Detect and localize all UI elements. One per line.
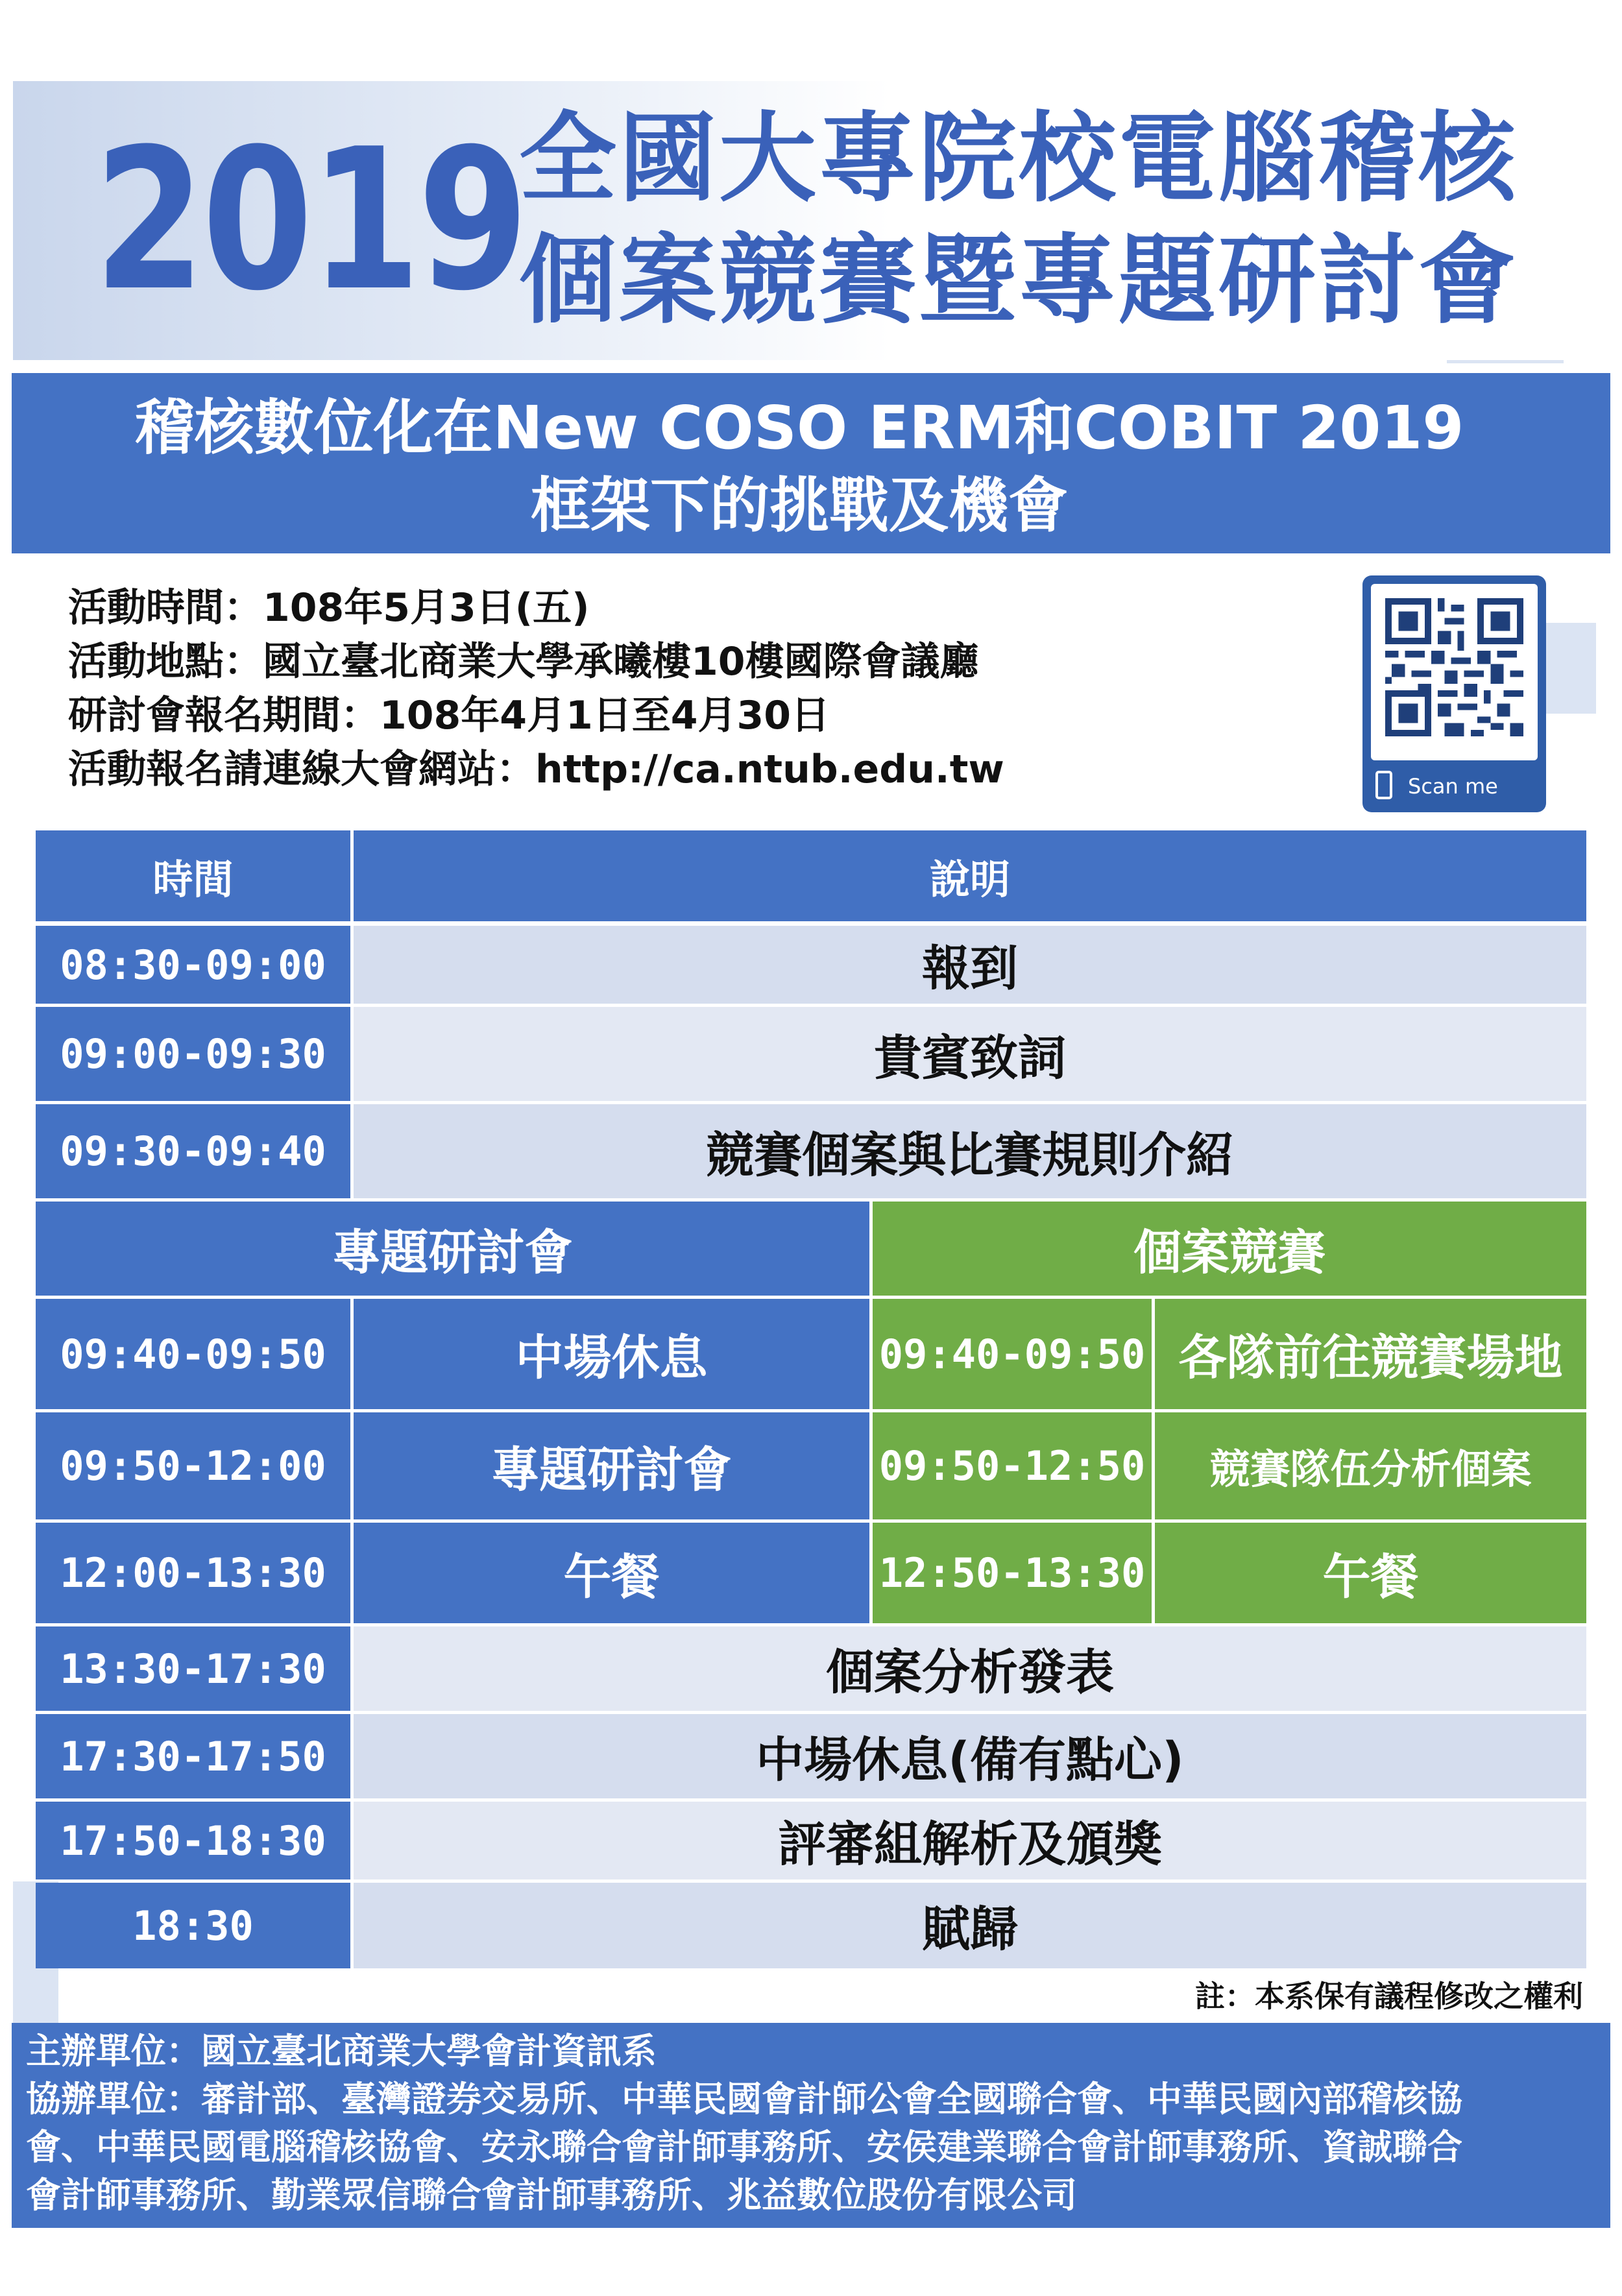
table-row-time: 09:00-09:30 xyxy=(36,1007,350,1101)
seminar-row-desc: 午餐 xyxy=(354,1523,869,1623)
competition-row-desc: 午餐 xyxy=(1155,1523,1586,1623)
seminar-track-header: 專題研討會 xyxy=(36,1202,869,1296)
table-row-desc: 競賽個案與比賽規則介紹 xyxy=(354,1104,1586,1198)
table-header-description: 說明 xyxy=(354,830,1586,921)
competition-row-desc: 各隊前往競賽場地 xyxy=(1155,1299,1586,1409)
theme-line2: 框架下的挑戰及機會 xyxy=(530,471,1068,540)
competition-row-time: 09:50-12:50 xyxy=(873,1412,1152,1519)
seminar-row-time: 09:50-12:00 xyxy=(36,1412,350,1519)
table-row-desc: 賦歸 xyxy=(354,1883,1586,1968)
registration-website: 活動報名請連線大會網站：http://ca.ntub.edu.tw xyxy=(68,747,1004,792)
table-row-time: 17:30-17:50 xyxy=(36,1714,350,1798)
co-organizers-line2: 會、中華民國電腦稽核協會、安永聯合會計師事務所、安侯建業聯合會計師事務所、資誠聯合 xyxy=(26,2127,1462,2168)
co-organizers-line1: 協辦單位：審計部、臺灣證券交易所、中華民國會計師公會全國聯合會、中華民國內部稽核協 xyxy=(26,2079,1462,2120)
table-row-desc: 貴賓致詞 xyxy=(354,1007,1586,1101)
competition-row-desc: 競賽隊伍分析個案 xyxy=(1155,1412,1586,1519)
seminar-row-desc: 中場休息 xyxy=(354,1299,869,1409)
table-row-desc: 中場休息(備有點心) xyxy=(354,1714,1586,1798)
event-venue: 活動地點：國立臺北商業大學承曦樓10樓國際會議廳 xyxy=(68,639,979,684)
competition-row-time: 12:50-13:30 xyxy=(873,1523,1152,1623)
table-header-time: 時間 xyxy=(36,830,350,921)
table-row-time: 13:30-17:30 xyxy=(36,1626,350,1711)
table-row-time: 09:30-09:40 xyxy=(36,1104,350,1198)
seminar-row-time: 12:00-13:30 xyxy=(36,1523,350,1623)
competition-row-time: 09:40-09:50 xyxy=(873,1299,1152,1409)
table-row-time: 17:50-18:30 xyxy=(36,1802,350,1879)
event-title-line1: 全國大專院校電腦稽核 xyxy=(519,103,1519,215)
organizer: 主辦單位：國立臺北商業大學會計資訊系 xyxy=(26,2031,657,2072)
qr-code-icon[interactable] xyxy=(1385,598,1523,736)
event-time: 活動時間：108年5月3日(五) xyxy=(68,585,590,631)
table-row-desc: 評審組解析及頒獎 xyxy=(354,1802,1586,1879)
table-row-desc: 個案分析發表 xyxy=(354,1626,1586,1711)
scan-me-label: Scan me xyxy=(1408,774,1498,799)
seminar-row-desc: 專題研討會 xyxy=(354,1412,869,1519)
agenda-note: 註：本系保有議程修改之權利 xyxy=(1195,1979,1583,2014)
table-row-time: 08:30-09:00 xyxy=(36,926,350,1004)
table-row-time: 18:30 xyxy=(36,1883,350,1968)
co-organizers-line3: 會計師事務所、勤業眾信聯合會計師事務所、兆益數位股份有限公司 xyxy=(26,2175,1077,2216)
registration-period: 研討會報名期間：108年4月1日至4月30日 xyxy=(68,693,830,738)
competition-track-header: 個案競賽 xyxy=(873,1202,1586,1296)
table-row-desc: 報到 xyxy=(354,926,1586,1004)
theme-line1: 稽核數位化在New COSO ERM和COBIT 2019 xyxy=(134,393,1464,463)
seminar-row-time: 09:40-09:50 xyxy=(36,1299,350,1409)
event-year: 2019 xyxy=(94,107,526,333)
phone-icon xyxy=(1375,771,1392,799)
event-title-line2: 個案競賽暨專題研討會 xyxy=(519,224,1519,337)
